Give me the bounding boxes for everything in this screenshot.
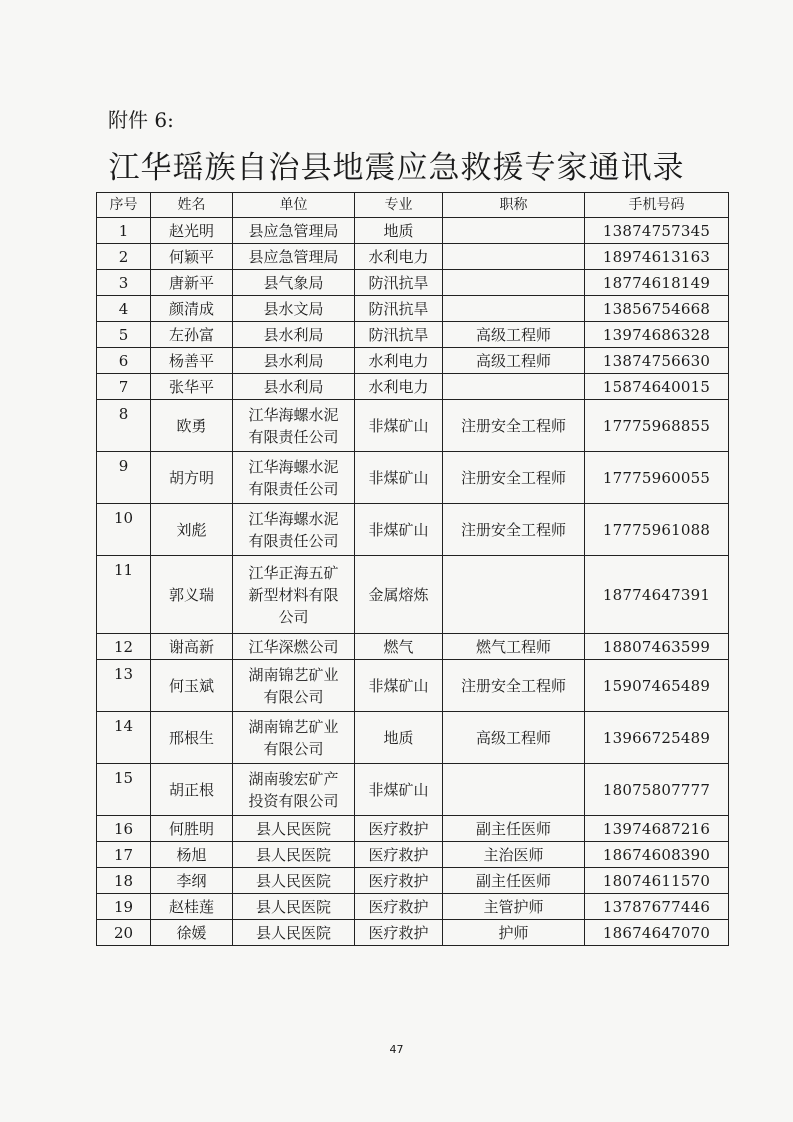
cell-major: 医疗救护 xyxy=(355,868,443,894)
cell-no: 16 xyxy=(97,816,151,842)
cell-major: 非煤矿山 xyxy=(355,400,443,452)
cell-title xyxy=(443,244,585,270)
table-row xyxy=(97,712,729,764)
cell-major: 医疗救护 xyxy=(355,894,443,920)
cell-phone: 17775961088 xyxy=(585,504,729,556)
cell-phone: 17775960055 xyxy=(585,452,729,504)
cell-major: 燃气 xyxy=(355,634,443,660)
cell-unit xyxy=(233,452,355,504)
table-row xyxy=(97,660,729,712)
cell-phone: 18075807777 xyxy=(585,764,729,816)
cell-unit-line: 县水利局 xyxy=(263,351,324,370)
cell-unit-line: 县水利局 xyxy=(263,325,324,344)
cell-major: 防汛抗旱 xyxy=(355,296,443,322)
cell-name: 胡方明 xyxy=(151,452,233,504)
cell-unit-line: 湖南锦艺矿业 xyxy=(248,717,339,736)
cell-major: 地质 xyxy=(355,218,443,244)
cell-phone: 15874640015 xyxy=(585,374,729,400)
table-row xyxy=(97,400,729,452)
cell-title: 注册安全工程师 xyxy=(443,400,585,452)
table-header-row xyxy=(97,193,729,218)
cell-unit-line: 县气象局 xyxy=(263,273,324,292)
cell-unit-line: 有限责任公司 xyxy=(248,531,339,550)
cell-unit-line: 江华正海五矿 xyxy=(248,563,339,582)
cell-name: 徐媛 xyxy=(151,920,233,946)
page-title: 江华瑶族自治县地震应急救援专家通讯录 xyxy=(108,150,685,186)
header-phone: 手机号码 xyxy=(585,193,729,218)
cell-title: 注册安全工程师 xyxy=(443,452,585,504)
cell-phone: 13974686328 xyxy=(585,322,729,348)
cell-unit xyxy=(233,868,355,894)
cell-title: 副主任医师 xyxy=(443,816,585,842)
cell-unit-line: 县人民医院 xyxy=(255,923,331,942)
cell-major: 水利电力 xyxy=(355,244,443,270)
cell-unit xyxy=(233,218,355,244)
cell-unit-line: 投资有限公司 xyxy=(248,791,339,810)
cell-unit-line: 有限公司 xyxy=(263,739,324,758)
cell-unit-line: 县水利局 xyxy=(263,377,324,396)
header-major: 专业 xyxy=(355,193,443,218)
cell-no: 17 xyxy=(97,842,151,868)
cell-unit-line: 公司 xyxy=(278,607,309,626)
cell-unit-line: 县人民医院 xyxy=(255,897,331,916)
table-row xyxy=(97,504,729,556)
cell-major: 地质 xyxy=(355,712,443,764)
cell-name: 颜清成 xyxy=(151,296,233,322)
cell-name: 郭义瑞 xyxy=(151,556,233,634)
cell-title: 护师 xyxy=(443,920,585,946)
cell-unit-line: 县人民医院 xyxy=(255,845,331,864)
cell-major: 防汛抗旱 xyxy=(355,322,443,348)
attachment-label: 附件 6: xyxy=(108,108,174,132)
cell-no: 6 xyxy=(97,348,151,374)
cell-unit-line: 江华海螺水泥 xyxy=(248,509,339,528)
cell-name: 赵光明 xyxy=(151,218,233,244)
cell-phone: 18974613163 xyxy=(585,244,729,270)
cell-unit xyxy=(233,296,355,322)
cell-title: 高级工程师 xyxy=(443,348,585,374)
cell-name: 何玉斌 xyxy=(151,660,233,712)
cell-unit-line: 湖南锦艺矿业 xyxy=(248,665,339,684)
expert-contact-table xyxy=(96,192,729,946)
cell-title xyxy=(443,556,585,634)
cell-no: 3 xyxy=(97,270,151,296)
cell-unit xyxy=(233,400,355,452)
cell-major: 水利电力 xyxy=(355,374,443,400)
cell-no: 10 xyxy=(97,504,151,556)
cell-title xyxy=(443,764,585,816)
cell-name: 邢根生 xyxy=(151,712,233,764)
cell-unit xyxy=(233,270,355,296)
cell-name: 李纲 xyxy=(151,868,233,894)
cell-phone: 13974687216 xyxy=(585,816,729,842)
cell-phone: 18774647391 xyxy=(585,556,729,634)
cell-no: 7 xyxy=(97,374,151,400)
cell-phone: 15907465489 xyxy=(585,660,729,712)
cell-phone: 13874756630 xyxy=(585,348,729,374)
cell-unit xyxy=(233,764,355,816)
cell-phone: 18807463599 xyxy=(585,634,729,660)
cell-no: 12 xyxy=(97,634,151,660)
table-row xyxy=(97,322,729,348)
cell-phone: 18674647070 xyxy=(585,920,729,946)
cell-name: 张华平 xyxy=(151,374,233,400)
cell-name: 谢高新 xyxy=(151,634,233,660)
cell-unit-line: 县水文局 xyxy=(263,299,324,318)
cell-major: 非煤矿山 xyxy=(355,660,443,712)
cell-title: 主治医师 xyxy=(443,842,585,868)
cell-title xyxy=(443,270,585,296)
cell-major: 医疗救护 xyxy=(355,920,443,946)
cell-title xyxy=(443,218,585,244)
table-row xyxy=(97,452,729,504)
cell-no: 18 xyxy=(97,868,151,894)
cell-title: 副主任医师 xyxy=(443,868,585,894)
cell-unit xyxy=(233,244,355,270)
table-row xyxy=(97,868,729,894)
cell-title: 燃气工程师 xyxy=(443,634,585,660)
cell-unit-line: 湖南骏宏矿产 xyxy=(248,769,339,788)
cell-no: 5 xyxy=(97,322,151,348)
cell-unit xyxy=(233,660,355,712)
cell-name: 唐新平 xyxy=(151,270,233,296)
cell-unit-line: 有限责任公司 xyxy=(248,479,339,498)
page-number: 47 xyxy=(389,1043,404,1056)
cell-phone: 18674608390 xyxy=(585,842,729,868)
cell-major: 水利电力 xyxy=(355,348,443,374)
cell-no: 13 xyxy=(97,660,151,712)
cell-no: 11 xyxy=(97,556,151,634)
cell-unit xyxy=(233,842,355,868)
cell-unit xyxy=(233,634,355,660)
cell-unit-line: 县应急管理局 xyxy=(248,221,339,240)
cell-name: 刘彪 xyxy=(151,504,233,556)
cell-unit xyxy=(233,556,355,634)
table-row xyxy=(97,244,729,270)
cell-no: 2 xyxy=(97,244,151,270)
cell-unit xyxy=(233,348,355,374)
cell-unit-line: 县人民医院 xyxy=(255,819,331,838)
cell-name: 胡正根 xyxy=(151,764,233,816)
table-row xyxy=(97,348,729,374)
cell-name: 何颖平 xyxy=(151,244,233,270)
cell-name: 何胜明 xyxy=(151,816,233,842)
cell-no: 15 xyxy=(97,764,151,816)
cell-unit-line: 有限公司 xyxy=(263,687,324,706)
cell-no: 1 xyxy=(97,218,151,244)
cell-phone: 13856754668 xyxy=(585,296,729,322)
cell-major: 医疗救护 xyxy=(355,842,443,868)
cell-major: 非煤矿山 xyxy=(355,504,443,556)
cell-title: 主管护师 xyxy=(443,894,585,920)
cell-title: 高级工程师 xyxy=(443,712,585,764)
cell-title: 注册安全工程师 xyxy=(443,660,585,712)
cell-major: 防汛抗旱 xyxy=(355,270,443,296)
cell-name: 赵桂莲 xyxy=(151,894,233,920)
cell-unit-line: 江华海螺水泥 xyxy=(248,405,339,424)
table-body xyxy=(97,218,729,946)
table-row xyxy=(97,894,729,920)
cell-name: 欧勇 xyxy=(151,400,233,452)
cell-phone: 13874757345 xyxy=(585,218,729,244)
cell-no: 9 xyxy=(97,452,151,504)
cell-unit-line: 有限责任公司 xyxy=(248,427,339,446)
table-row xyxy=(97,296,729,322)
cell-unit-line: 新型材料有限 xyxy=(248,585,339,604)
cell-name: 杨善平 xyxy=(151,348,233,374)
cell-unit xyxy=(233,322,355,348)
cell-unit xyxy=(233,920,355,946)
cell-unit-line: 江华海螺水泥 xyxy=(248,457,339,476)
cell-title: 高级工程师 xyxy=(443,322,585,348)
cell-unit-line: 县人民医院 xyxy=(255,871,331,890)
cell-phone: 13787677446 xyxy=(585,894,729,920)
table-row xyxy=(97,764,729,816)
table-row xyxy=(97,920,729,946)
cell-name: 杨旭 xyxy=(151,842,233,868)
cell-phone: 13966725489 xyxy=(585,712,729,764)
cell-unit xyxy=(233,894,355,920)
cell-major: 金属熔炼 xyxy=(355,556,443,634)
table-row xyxy=(97,556,729,634)
table-row xyxy=(97,218,729,244)
header-name: 姓名 xyxy=(151,193,233,218)
table-row xyxy=(97,374,729,400)
header-unit: 单位 xyxy=(233,193,355,218)
cell-title xyxy=(443,296,585,322)
cell-title: 注册安全工程师 xyxy=(443,504,585,556)
cell-unit-line: 县应急管理局 xyxy=(248,247,339,266)
cell-phone: 18074611570 xyxy=(585,868,729,894)
table-row xyxy=(97,842,729,868)
cell-phone: 17775968855 xyxy=(585,400,729,452)
cell-unit xyxy=(233,816,355,842)
cell-major: 非煤矿山 xyxy=(355,764,443,816)
table-row xyxy=(97,270,729,296)
table-row xyxy=(97,634,729,660)
cell-no: 8 xyxy=(97,400,151,452)
cell-unit xyxy=(233,504,355,556)
cell-unit-line: 江华深燃公司 xyxy=(248,637,339,656)
cell-no: 20 xyxy=(97,920,151,946)
cell-no: 14 xyxy=(97,712,151,764)
table-row xyxy=(97,816,729,842)
cell-major: 医疗救护 xyxy=(355,816,443,842)
cell-no: 19 xyxy=(97,894,151,920)
cell-no: 4 xyxy=(97,296,151,322)
cell-unit xyxy=(233,374,355,400)
cell-name: 左孙富 xyxy=(151,322,233,348)
header-title: 职称 xyxy=(443,193,585,218)
cell-title xyxy=(443,374,585,400)
header-no: 序号 xyxy=(97,193,151,218)
cell-unit xyxy=(233,712,355,764)
cell-major: 非煤矿山 xyxy=(355,452,443,504)
cell-phone: 18774618149 xyxy=(585,270,729,296)
